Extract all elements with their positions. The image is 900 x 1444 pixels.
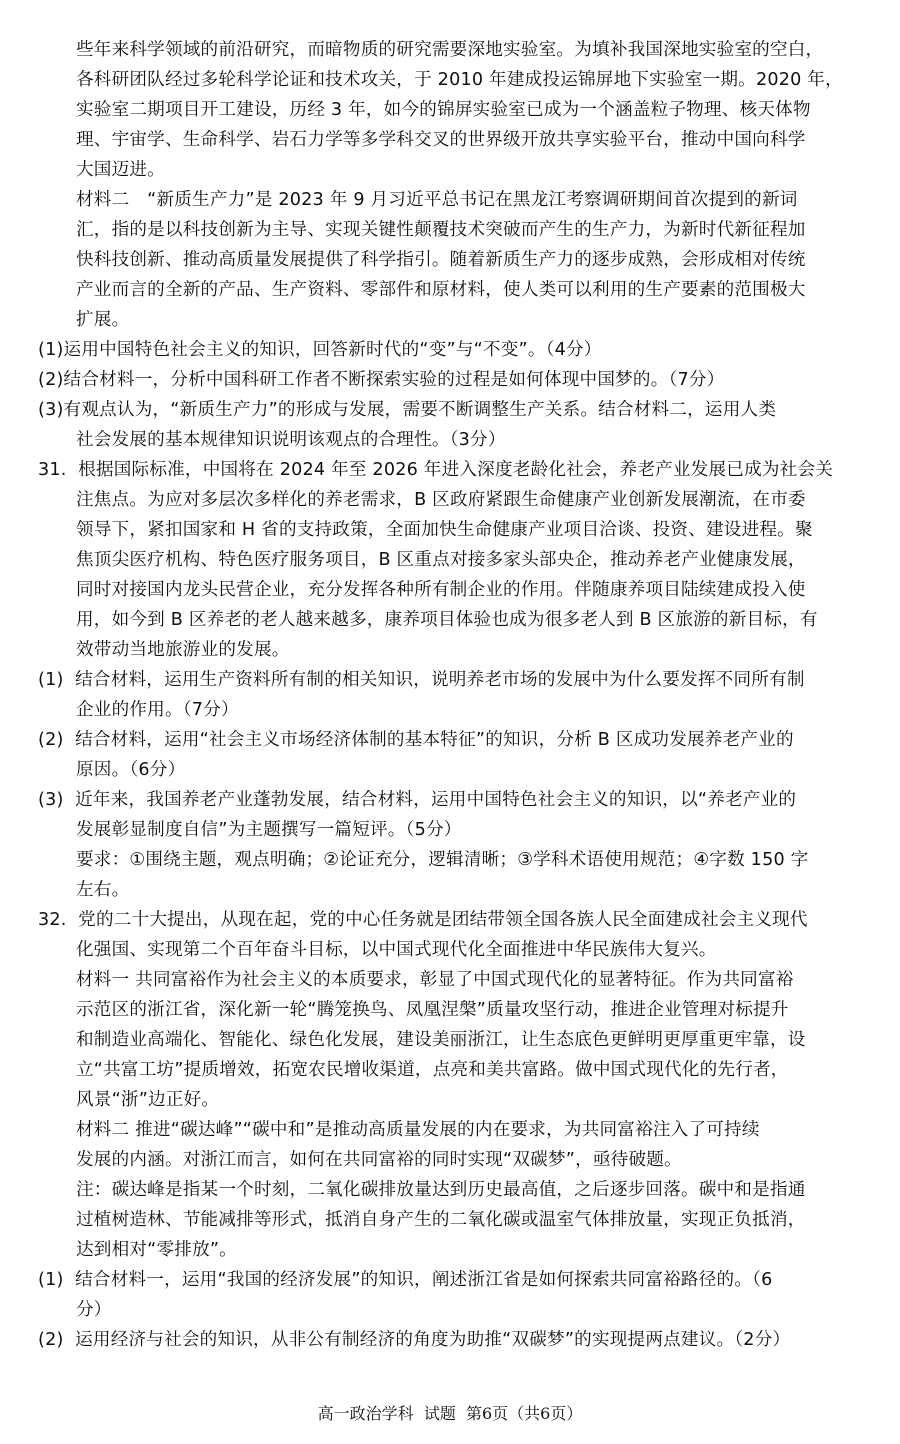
text-line: 理、宇宙学、生命科学、岩石力学等多学科交叉的世界级开放共享实验平台，推动中国向科学 [76, 130, 806, 150]
text-line: 各科研团队经过多轮科学论证和技术攻关，于 2010 年建成投运锦屏地下实验室一期。2020 年， [76, 70, 843, 90]
text-line: 些年来科学领域的前沿研究，而暗物质的研究需要深地实验室。为填补我国深地实验室的空白， [76, 40, 824, 60]
text-line: 效带动当地旅游业的发展。 [76, 640, 290, 660]
material-two-heading-line: 材料二 “新质生产力”是 2023 年 9 月习近平总书记在黑龙江考察调研期间首次提到的新词 [76, 190, 798, 210]
text-line: 发展彰显制度自信”为主题撰写一篇短评。（5分） [76, 820, 462, 840]
question-32-2: (2) 运用经济与社会的知识，从非公有制经济的角度为助推“双碳梦”的实现提两点建议。（2分） [38, 1330, 791, 1350]
question-31-stem: 31. 根据国际标准，中国将在 2024 年至 2026 年进入深度老龄化社会，养老产业发展已成为社会关 [38, 460, 834, 480]
text-line: 汇，指的是以科技创新为主导、实现关键性颠覆技术突破而产生的生产力，为新时代新征程加 [76, 220, 806, 240]
question-31-1: (1) 结合材料，运用生产资料所有制的相关知识，说明养老市场的发展中为什么要发挥不同所有制 [38, 670, 805, 690]
text-line: 同时对接国内龙头民营企业，充分发挥各种所有制企业的作用。伴随康养项目陆续建成投入使 [76, 580, 806, 600]
text-line: 企业的作用。（7分） [76, 700, 239, 720]
text-line: 分） [76, 1300, 112, 1320]
text-line: 过植树造林、节能减排等形式，抵消自身产生的二氧化碳或温室气体排放量，实现正负抵消， [76, 1210, 806, 1230]
question-31-2: (2) 结合材料，运用“社会主义市场经济体制的基本特征”的知识，分析 B 区成功发展养老产业的 [38, 730, 794, 750]
text-line: 注焦点。为应对多层次多样化的养老需求，B 区政府紧跟生命健康产业创新发展潮流，在市委 [76, 490, 806, 510]
text-line: 快科技创新、推动高质量发展提供了科学指引。随着新质生产力的逐步成熟，会形成相对传统 [76, 250, 806, 270]
material-one-heading-line: 材料一 共同富裕作为社会主义的本质要求，彰显了中国式现代化的显著特征。作为共同富裕 [76, 970, 794, 990]
text-line: 左右。 [76, 880, 130, 900]
text-line: 原因。（6分） [76, 760, 186, 780]
text-line: 产业而言的全新的产品、生产资料、零部件和原材料，使人类可以利用的生产要素的范围极大 [76, 280, 806, 300]
text-line: 发展的内涵。对浙江而言，如何在共同富裕的同时实现“双碳梦”，亟待破题。 [76, 1150, 682, 1170]
question-30-1: (1)运用中国特色社会主义的知识，回答新时代的“变”与“不变”。（4分） [38, 340, 602, 360]
question-32-1: (1) 结合材料一，运用“我国的经济发展”的知识，阐述浙江省是如何探索共同富裕路径的。（6 [38, 1270, 773, 1290]
question-31-3: (3) 近年来，我国养老产业蓬勃发展，结合材料，运用中国特色社会主义的知识，以“养老产业的 [38, 790, 797, 810]
text-line: 社会发展的基本规律知识说明该观点的合理性。（3分） [76, 430, 506, 450]
text-line: 立“共富工坊”提质增效，拓宽农民增收渠道，点亮和美共富路。做中国式现代化的先行者， [76, 1060, 789, 1080]
page-footer: 高一政治学科 试题 第6页（共6页） [317, 1404, 583, 1423]
text-line: 扩展。 [76, 310, 130, 330]
material-two-heading-line: 材料二 推进“碳达峰”“碳中和”是推动高质量发展的内在要求，为共同富裕注入了可持续 [76, 1120, 760, 1140]
text-line: 实验室二期项目开工建设，历经 3 年，如今的锦屏实验室已成为一个涵盖粒子物理、核天体物 [76, 100, 811, 120]
text-line: 化强国、实现第二个百年奋斗目标，以中国式现代化全面推进中华民族伟大复兴。 [76, 940, 717, 960]
note-line: 注：碳达峰是指某一个时刻，二氧化碳排放量达到历史最高值，之后逐步回落。碳中和是指通 [76, 1180, 806, 1200]
text-line: 和制造业高端化、智能化、绿色化发展，建设美丽浙江，让生态底色更鲜明更厚重更牢靠，设 [76, 1030, 806, 1050]
requirements-line: 要求：①围绕主题，观点明确；②论证充分，逻辑清晰；③学科术语使用规范；④字数 150 字 [76, 850, 809, 870]
text-line: 用，如今到 B 区养老的老人越来越多，康养项目体验也成为很多老人到 B 区旅游的新目标，有 [76, 610, 818, 630]
question-32-stem: 32. 党的二十大提出，从现在起，党的中心任务就是团结带领全国各族人民全面建成社会主义现代 [38, 910, 808, 930]
question-30-3: (3)有观点认为，“新质生产力”的形成与发展，需要不断调整生产关系。结合材料二，运用人类 [38, 400, 777, 420]
text-line: 风景“浙”边正好。 [76, 1090, 220, 1110]
text-line: 领导下，紧扣国家和 H 省的支持政策，全面加快生命健康产业项目洽谈、投资、建设进程。聚 [76, 520, 813, 540]
text-line: 达到相对“零排放”。 [76, 1240, 237, 1260]
text-line: 示范区的浙江省，深化新一轮“腾笼换鸟、凤凰涅槃”质量攻坚行动，推进企业管理对标提升 [76, 1000, 789, 1020]
text-line: 焦顶尖医疗机构、特色医疗服务项目，B 区重点对接多家头部央企，推动养老产业健康发展， [76, 550, 806, 570]
text-line: 大国迈进。 [76, 160, 165, 180]
question-30-2: (2)结合材料一，分析中国科研工作者不断探索实验的过程是如何体现中国梦的。（7分） [38, 370, 725, 390]
